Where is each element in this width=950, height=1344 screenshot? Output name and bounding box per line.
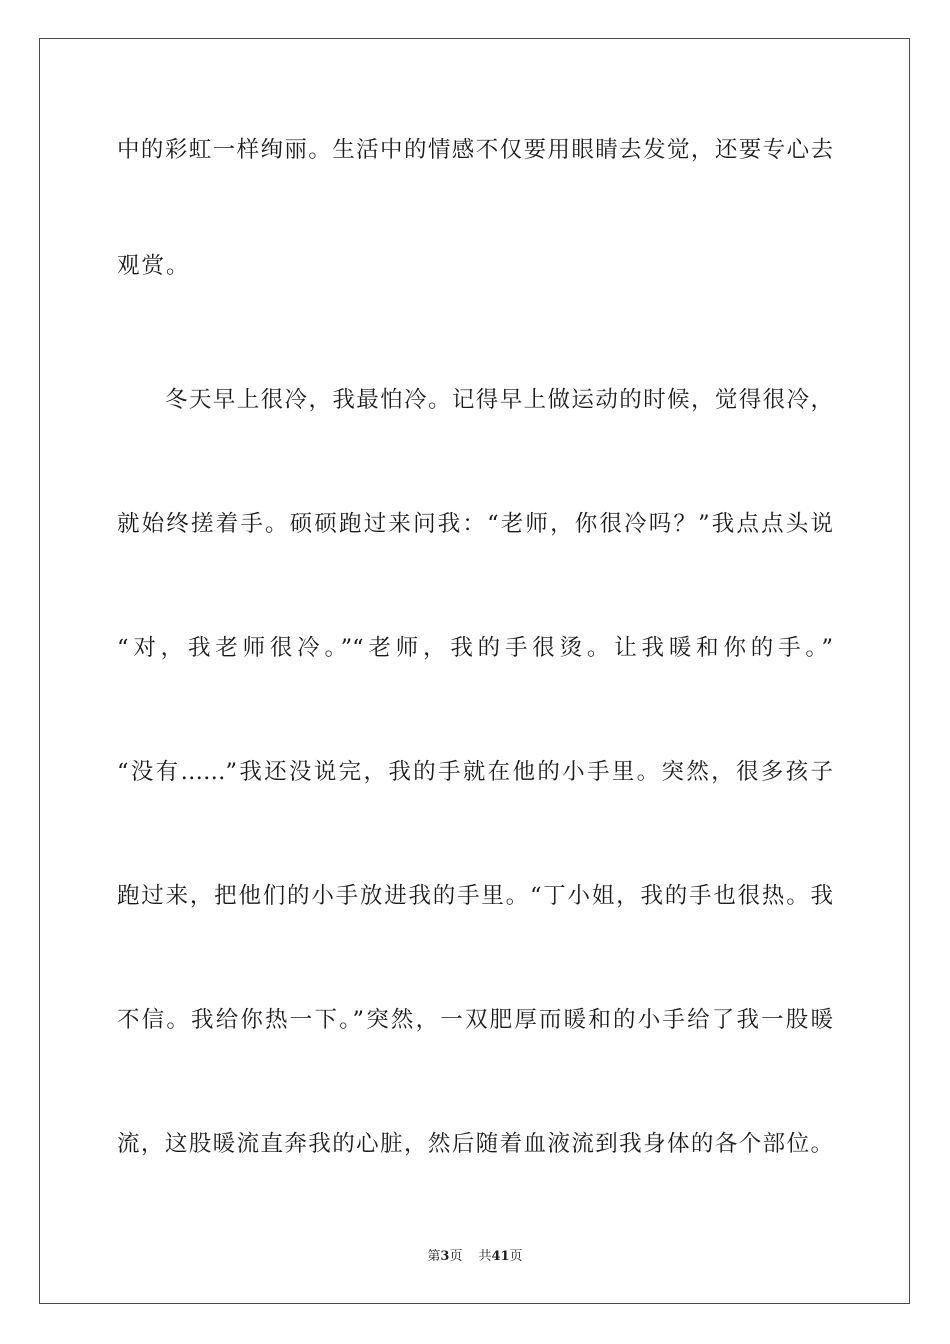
text-line: “对，我老师很冷。”“老师，我的手很烫。让我暖和你的手。”	[117, 635, 833, 661]
text-line: “没有……”我还没说完，我的手就在他的小手里。突然，很多孩子	[117, 759, 833, 785]
page-suffix: 页	[449, 1249, 463, 1264]
page-border	[39, 38, 910, 1304]
page-prefix: 第	[427, 1249, 441, 1264]
text-line: 中的彩虹一样绚丽。生活中的情感不仅要用眼睛去发觉，还要专心去	[117, 137, 833, 163]
text-line: 不信。我给你热一下。”突然，一双肥厚而暖和的小手给了我一股暖	[117, 1007, 833, 1033]
text-line: 流，这股暖流直奔我的心脏，然后随着血液流到我身体的各个部位。	[117, 1131, 833, 1157]
text-line: 就始终搓着手。硕硕跑过来问我：“老师，你很冷吗？”我点点头说	[117, 511, 833, 537]
page-footer	[0, 1246, 950, 1268]
text-line: 跑过来，把他们的小手放进我的手里。“丁小姐，我的手也很热。我	[117, 883, 833, 909]
total-suffix: 页	[509, 1249, 523, 1264]
total-prefix: 共	[478, 1249, 492, 1264]
text-line-paragraph-start: 冬天早上很冷，我最怕冷。记得早上做运动的时候，觉得很冷，	[165, 387, 833, 413]
total-page-count: 41	[491, 1249, 510, 1264]
current-page-number: 3	[440, 1249, 450, 1264]
text-line: 观赏。	[117, 253, 191, 279]
